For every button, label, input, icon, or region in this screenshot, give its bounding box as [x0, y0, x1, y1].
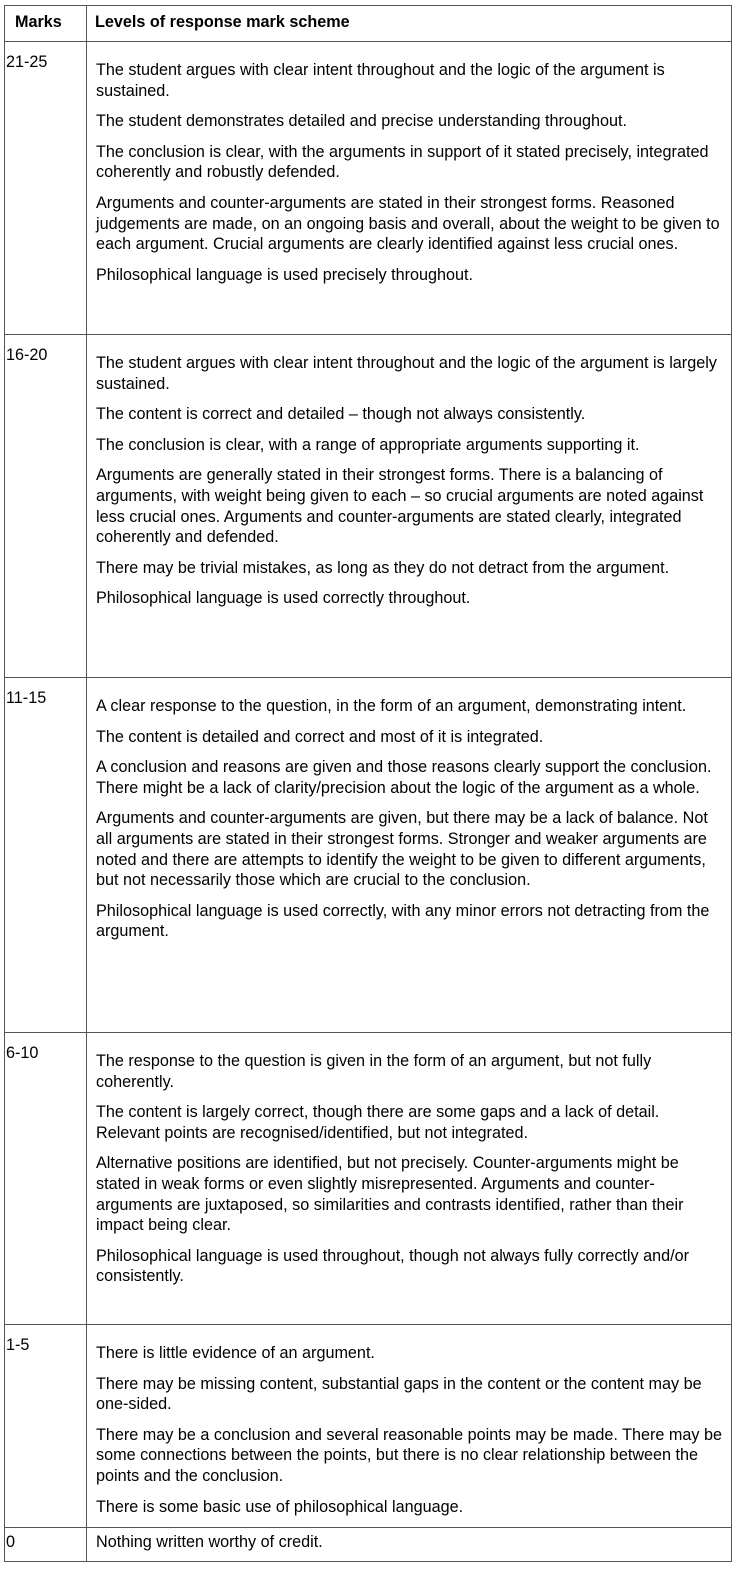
mark-scheme-table [4, 5, 732, 1562]
descriptor-line: Philosophical language is used precisely throughout. [96, 265, 474, 284]
descriptor-line: A clear response to the question, in the form of an argument, demonstrating intent. [96, 697, 687, 715]
descriptor-line: The content is largely correct, though there are some gaps and a lack of detail. Relevant points are recognised/identified, but not integrated. [96, 1103, 660, 1142]
descriptor-line: Philosophical language is used correctly throughout. [96, 589, 471, 608]
descriptor-line: There may be a conclusion and several reasonable points may be made. There may be some connections between the points, but there is no clear relationship between the points and the conclusion. [96, 1425, 722, 1485]
descriptor-line: The content is detailed and correct and most of it is integrated. [96, 727, 544, 746]
marks-band: 11-15 [5, 678, 87, 1033]
levels-column-header: Levels of response mark scheme [87, 6, 732, 42]
marks-band: 16-20 [5, 335, 87, 678]
level-description [87, 335, 732, 678]
level-description [87, 42, 732, 335]
level-description [87, 1528, 732, 1562]
level-description [87, 678, 732, 1033]
descriptor-line: Nothing written worthy of credit. [96, 1533, 323, 1552]
descriptor-line: There is some basic use of philosophical language. [96, 1497, 464, 1516]
level-row-1-5 [5, 1325, 732, 1528]
descriptor-line: Philosophical language is used throughout, though not always fully correctly and/or consistently. [96, 1246, 690, 1286]
descriptor-line: The student demonstrates detailed and precise understanding throughout. [96, 112, 627, 131]
marks-band: 21-25 [5, 42, 87, 335]
level-description [87, 1033, 732, 1325]
level-row-11-15 [5, 678, 732, 1033]
header-row [5, 6, 732, 42]
marks-band: 1-5 [5, 1325, 87, 1528]
level-row-0 [5, 1528, 732, 1562]
descriptor-line: There is little evidence of an argument. [96, 1344, 375, 1362]
descriptor-line: The student argues with clear intent throughout and the logic of the argument is sustained. [96, 61, 665, 100]
descriptor-line: The response to the question is given in the form of an argument, but not fully coherently. [96, 1052, 652, 1091]
descriptor-line: Alternative positions are identified, but not precisely. Counter-arguments might be stated in weak forms or even slightly misrepresented. Arguments and counter-arguments are juxtaposed, so similarities and contrasts identified, rather than their impact being clear. [96, 1154, 684, 1235]
level-row-21-25 [5, 42, 732, 335]
marks-column-header: Marks [5, 6, 87, 42]
marks-band: 6-10 [5, 1033, 87, 1325]
descriptor-line: There may be trivial mistakes, as long as they do not detract from the argument. [96, 558, 670, 577]
descriptor-line: The conclusion is clear, with a range of appropriate arguments supporting it. [96, 435, 640, 454]
descriptor-line: The student argues with clear intent throughout and the logic of the argument is largely sustained. [96, 354, 717, 393]
descriptor-line: The conclusion is clear, with the arguments in support of it stated precisely, integrated coherently and robustly defended. [96, 142, 709, 182]
level-row-16-20 [5, 335, 732, 678]
marks-band: 0 [5, 1528, 87, 1562]
level-row-6-10 [5, 1033, 732, 1325]
descriptor-line: The content is correct and detailed – though not always consistently. [96, 405, 586, 424]
descriptor-line: There may be missing content, substantial gaps in the content or the content may be one-sided. [96, 1374, 702, 1414]
descriptor-line: Arguments and counter-arguments are given, but there may be a lack of balance. Not all arguments are stated in their strongest forms. Stronger and weaker arguments are noted and there are attempts to identify the weight to be given to different arguments, but not necessarily those which are crucial to the conclusion. [96, 809, 708, 890]
descriptor-line: Arguments and counter-arguments are stated in their strongest forms. Reasoned judgements are made, on an ongoing basis and overall, about the weight to be given to each argument. Crucial arguments are clearly identified against less crucial ones. [96, 193, 720, 254]
descriptor-line: Philosophical language is used correctly, with any minor errors not detracting from the argument. [96, 901, 710, 941]
level-description [87, 1325, 732, 1528]
descriptor-line: Arguments are generally stated in their strongest forms. There is a balancing of arguments, with weight being given to each – so crucial arguments are noted against less crucial ones. Arguments and counter-arguments are stated clearly, integrated coherently and defended. [96, 466, 704, 547]
descriptor-line: A conclusion and reasons are given and those reasons clearly support the conclusion. There might be a lack of clarity/precision about the logic of the argument as a whole. [96, 758, 712, 797]
